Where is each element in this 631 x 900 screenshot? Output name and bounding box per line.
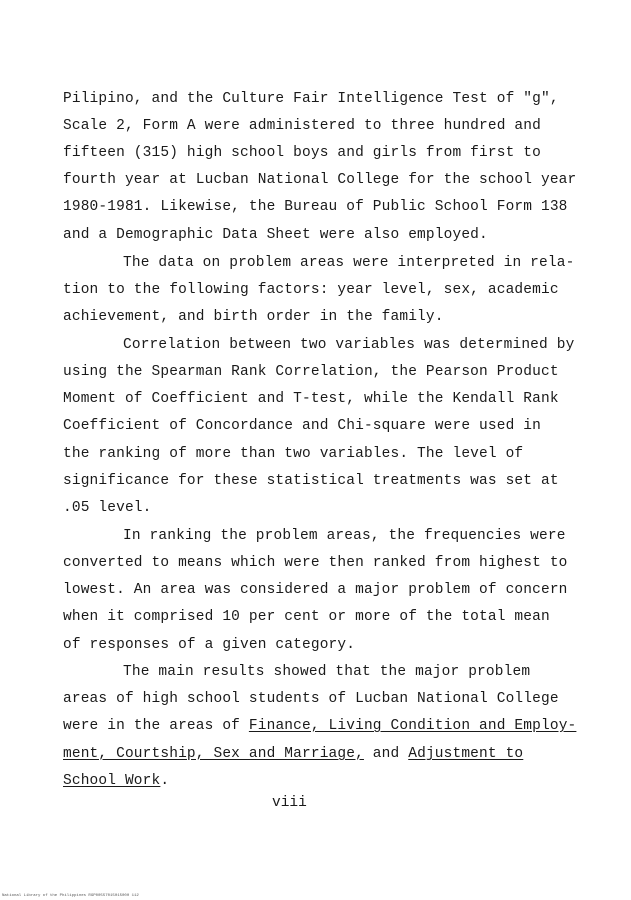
text-line: converted to means which were then ranked from highest to <box>63 555 568 571</box>
text-line: the ranking of more than two variables. The level of <box>63 446 524 462</box>
text-line: tion to the following factors: year level, sex, academic <box>63 282 559 298</box>
text-line: fourth year at Lucban National College for the school year <box>63 172 577 188</box>
text-line: The main results showed that the major problem <box>123 664 531 680</box>
text-line: 1980-1981. Likewise, the Bureau of Public School Form 138 <box>63 199 568 215</box>
text-line: using the Spearman Rank Correlation, the Pearson Product <box>63 364 559 380</box>
text-line: In ranking the problem areas, the frequencies were <box>123 528 566 544</box>
text-span: were in the areas of <box>63 718 249 734</box>
page-number: viii <box>272 795 307 811</box>
underlined-text: ment, Courtship, Sex and Marriage, <box>63 746 364 762</box>
text-line: Coefficient of Concordance and Chi-square were used in <box>63 418 541 434</box>
text-line-with-underline <box>63 745 523 763</box>
text-line: The data on problem areas were interpreted in rela- <box>123 255 575 271</box>
text-line-with-underline <box>63 772 169 790</box>
text-line: Pilipino, and the Culture Fair Intelligence Test of "g", <box>63 91 559 107</box>
text-line: areas of high school students of Lucban National College <box>63 691 559 707</box>
text-line: achievement, and birth order in the family. <box>63 309 444 325</box>
text-span: and <box>363 746 409 762</box>
text-line: Scale 2, Form A were administered to three hundred and <box>63 118 541 134</box>
text-line: significance for these statistical treatments was set at <box>63 473 559 489</box>
text-line: lowest. An area was considered a major problem of concern <box>63 582 568 598</box>
text-line: fifteen (315) high school boys and girls from first to <box>63 145 541 161</box>
text-line: Moment of Coefficient and T-test, while the Kendall Rank <box>63 391 559 407</box>
text-line-with-underline <box>63 717 576 735</box>
underlined-text: School Work <box>63 773 161 789</box>
text-line: of responses of a given category. <box>63 637 356 653</box>
text-line: and a Demographic Data Sheet were also employed. <box>63 227 488 243</box>
text-line: .05 level. <box>63 500 152 516</box>
text-line: when it comprised 10 per cent or more of the total mean <box>63 609 550 625</box>
footer-watermark: National Library of the Philippines RGP00557015015000 112 <box>2 894 139 898</box>
text-span: . <box>160 773 170 789</box>
underlined-text: Adjustment to <box>408 746 524 762</box>
text-line: Correlation between two variables was determined by <box>123 337 575 353</box>
underlined-text: Finance, Living Condition and Employ- <box>248 718 577 734</box>
